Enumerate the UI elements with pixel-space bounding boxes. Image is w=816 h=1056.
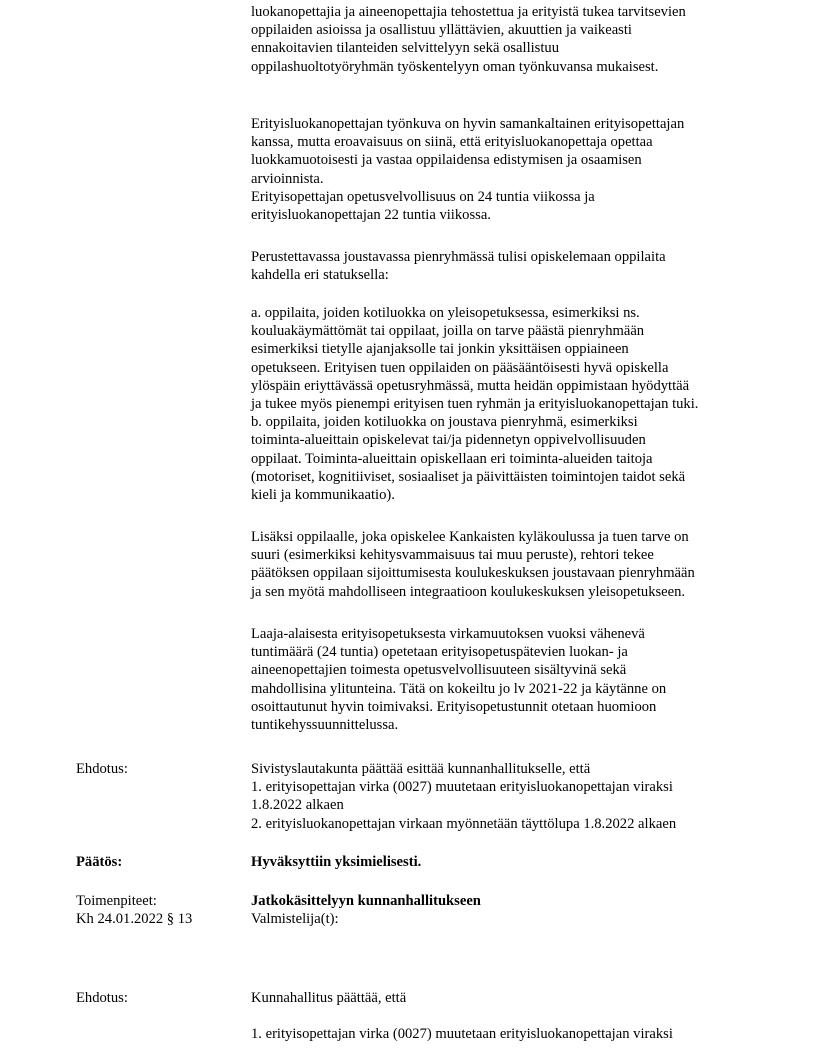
text-line: 1.8.2022 alkaen [251, 797, 344, 814]
text-line: b. oppilaita, joiden kotiluokka on joustava pienryhmä, esimerkiksi [251, 414, 638, 431]
toimenpiteet-label-line: Toimenpiteet: [76, 893, 157, 909]
text-line: ylöspäin eriyttävässä opetusryhmässä, mutta heidän oppimistaan hyödyttää [251, 377, 690, 394]
text-line: tuntikehyssuunnittelussa. [251, 717, 399, 734]
text-line: a. oppilaita, joiden kotiluokka on yleisopetuksessa, esimerkiksi ns. [251, 305, 640, 321]
text-line: ja tukee myös pienempi erityisen tuen ryhmän ja erityisluokanopettajan tuki. [251, 396, 699, 413]
text-line: oppilashuoltotyöryhmän työskentelyyn oman työnkuvansa mukaisest. [251, 58, 659, 75]
toimenpiteet-label [76, 892, 246, 928]
text-line: Lisäksi oppilaalle, joka opiskelee Kankaisten kyläkoulussa ja tuen tarve on [251, 529, 689, 545]
text-line: Perustettavassa joustavassa pienryhmässä tulisi opiskelemaan oppilaita [251, 249, 666, 265]
text-line: kahdella eri statuksella: [251, 267, 389, 284]
text-line: suuri (esimerkiksi kehitysvammaisuus tai muu peruste), rehtori tekee [251, 547, 654, 564]
text-line: oppilaiden asioissa ja osallistuu yllättävien, akuuttien ja vaikeasti [251, 22, 632, 39]
text-line: tuntimäärä (24 tuntia) opetetaan erityisopetuspätevien luokan- ja [251, 644, 628, 661]
toimenpiteet-text [251, 892, 721, 928]
special-education-hours-paragraph [251, 625, 721, 734]
text-line: aineenopettajien toimesta opetusvelvollisuuteen sisältyvinä sekä [251, 662, 627, 679]
text-line: 1. erityisopettajan virka (0027) muutetaan erityisluokanopettajan viraksi [251, 779, 673, 796]
text-line: osoittautunut hyvin toimivaksi. Erityisopetustunnit otetaan huomioon [251, 698, 657, 715]
text-line: ennakoitavien tilanteiden selvittelyyn sekä osallistuu [251, 40, 560, 57]
ehdotus-label-2: Ehdotus: [76, 990, 128, 1006]
job-description-paragraph [251, 115, 721, 224]
text-line: 2. erityisluokanopettajan virkaan myönnetään täyttölupa 1.8.2022 alkaen [251, 815, 677, 832]
text-line: arvioinnista. [251, 170, 324, 187]
text-line: Kunnahallitus päättää, että [251, 990, 407, 1006]
text-line: esimerkiksi tietylle ajanjaksolle tai jonkin yksittäisen oppiaineen [251, 341, 629, 358]
text-line: kouluakäymättömät tai oppilaat, joilla on tarve päästä pienryhmään [251, 323, 645, 340]
kh-reference: Kh 24.01.2022 § 13 [76, 911, 193, 928]
text-line: opetukseen. Erityisen tuen oppilaiden on pääsääntöisesti hyvä opiskella [251, 359, 669, 376]
kankainen-paragraph [251, 528, 721, 601]
jatkokasittely-text: Jatkokäsittelyyn kunnanhallitukseen [251, 893, 481, 909]
text-line: mahdollisina ylitunteina. Tätä on kokeiltu jo lv 2021-22 ja käytänne on [251, 680, 667, 697]
paatos-label: Päätös: [76, 854, 123, 870]
text-line: luokanopettajia ja aineenopettajia tehostettua ja erityistä tukea tarvitsevien [251, 4, 686, 20]
text-line: kieli ja kommunikaatio). [251, 487, 395, 504]
text-line: ja sen myötä mahdolliseen integraatioon koulukeskuksen yleisopetukseen. [251, 583, 686, 600]
ehdotus-label: Ehdotus: [76, 761, 128, 777]
paatos-text: Hyväksyttiin yksimielisesti. [251, 854, 422, 870]
text-line: erityisluokanopettajan 22 tuntia viikossa. [251, 207, 491, 224]
student-categories-paragraph [251, 304, 721, 504]
ehdotus-text [251, 760, 721, 833]
text-line: Erityisopettajan opetusvelvollisuus on 24 tuntia viikossa ja [251, 188, 595, 205]
ehdotus-text-2 [251, 989, 721, 1007]
ehdotus-text-2-item [251, 1025, 721, 1043]
text-line: kanssa, mutta eroavaisuus on siinä, että erityisluokanopettaja opettaa [251, 134, 653, 151]
text-line: Laaja-alaisesta erityisopetuksesta virkamuutoksen vuoksi vähenevä [251, 626, 645, 642]
valmistelija-text: Valmistelija(t): [251, 911, 339, 928]
group-status-paragraph [251, 248, 721, 284]
text-line: luokkamuotoisesti ja vastaa oppilaidensa edistymisen ja osaamisen [251, 152, 642, 169]
text-line: päätöksen oppilaan sijoittumisesta koulukeskuksen joustavaan pienryhmään [251, 565, 695, 582]
text-line: 1. erityisopettajan virka (0027) muutetaan erityisluokanopettajan viraksi [251, 1026, 673, 1042]
intro-paragraph [251, 3, 721, 76]
text-line: Sivistyslautakunta päättää esittää kunnanhallitukselle, että [251, 761, 591, 777]
text-line: Erityisluokanopettajan työnkuva on hyvin samankaltainen erityisopettajan [251, 116, 685, 132]
text-line: toiminta-alueittain opiskelevat tai/ja pidennetyn oppivelvollisuuden [251, 432, 646, 449]
text-line: (motoriset, kognitiiviset, sosiaaliset ja päivittäisten toimintojen taidot sekä [251, 468, 686, 485]
text-line: oppilaat. Toiminta-alueittain opiskellaan eri toiminta-alueiden taitoja [251, 450, 653, 467]
